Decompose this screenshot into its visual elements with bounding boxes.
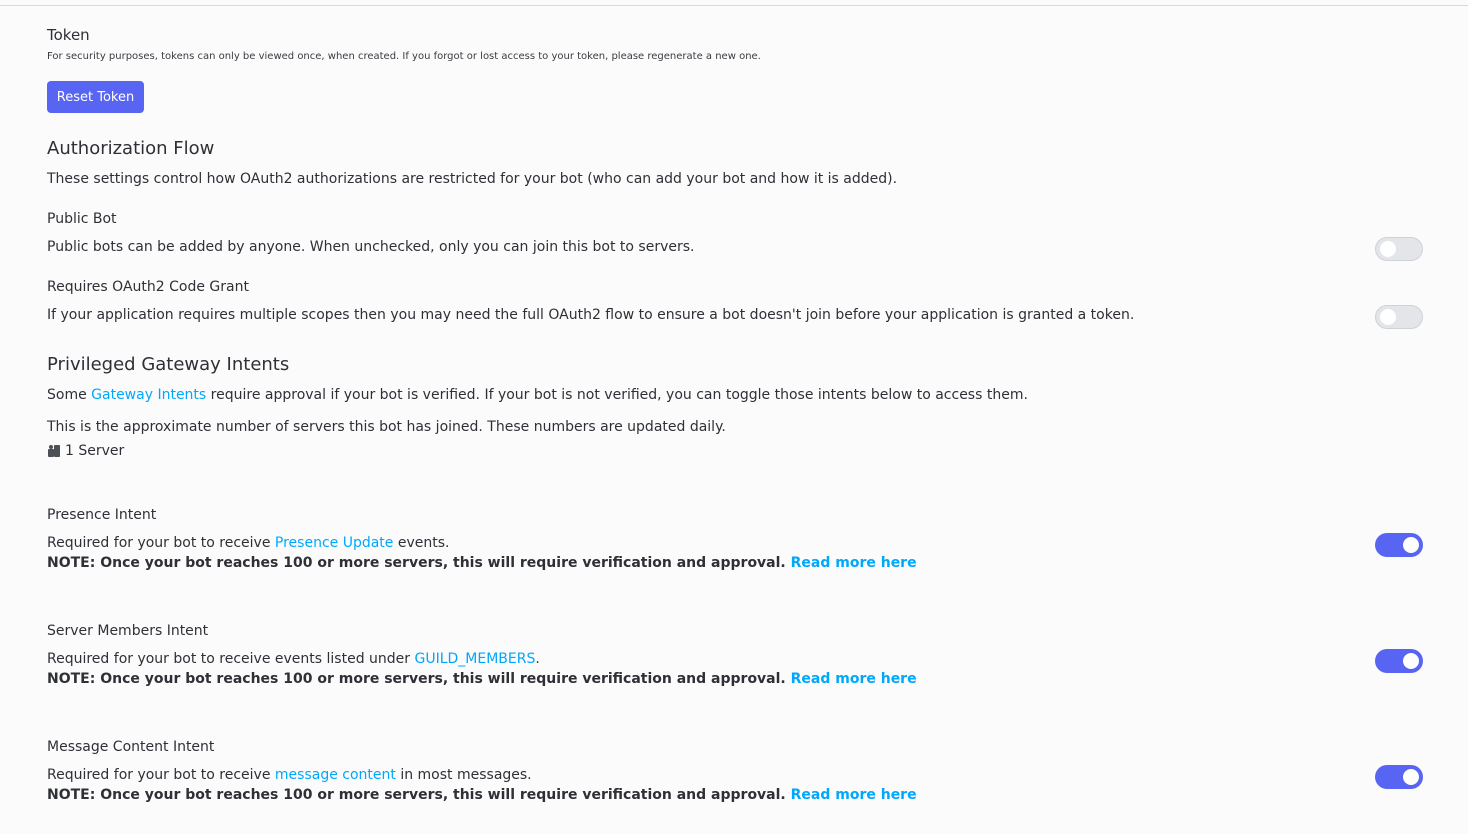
toggle-knob [1380,309,1396,325]
toggle-knob [1403,537,1419,553]
token-description: For security purposes, tokens can only be viewed once, when created. If you forgot or lost access to your token, please regenerate a new one. [47,51,761,62]
message-content-intent-description [47,767,532,783]
members-intent-description [47,651,540,667]
token-title: Token [47,26,90,44]
server-count-text: 1 Server [65,443,125,459]
code-grant-description: If your application requires multiple scopes then you may need the full OAuth2 flow to ensure a bot doesn't join before your application is granted a token. [47,307,1135,323]
auth-flow-title: Authorization Flow [47,138,215,159]
message-content-link[interactable]: message content [274,767,396,783]
read-more-link[interactable]: Read more here [790,787,917,803]
toggle-knob [1380,241,1396,257]
message-content-intent-toggle[interactable] [1375,765,1423,789]
public-bot-label: Public Bot [47,211,117,227]
top-divider [0,5,1468,6]
public-bot-toggle[interactable] [1375,237,1423,261]
presence-intent-note [47,555,917,571]
presence-update-link[interactable]: Presence Update [274,535,394,551]
presence-intent-description [47,535,450,551]
intents-desc-suffix: require approval if your bot is verified. If your bot is not verified, you can toggle those intents below to access them. [206,387,1028,403]
code-grant-toggle[interactable] [1375,305,1423,329]
gateway-intents-link[interactable]: Gateway Intents [91,387,207,403]
servers-note: This is the approximate number of servers this bot has joined. These numbers are updated daily. [47,419,726,435]
intents-title: Privileged Gateway Intents [47,354,290,375]
note-text: NOTE: Once your bot reaches 100 or more servers, this will require verification and approval. [47,671,786,687]
presence-intent-label: Presence Intent [47,507,157,523]
presence-desc-prefix: Required for your bot to receive [47,535,275,551]
toggle-knob [1403,653,1419,669]
message-content-desc-suffix: in most messages. [395,767,532,783]
server-count [47,443,124,459]
presence-intent-toggle[interactable] [1375,533,1423,557]
read-more-link[interactable]: Read more here [790,671,917,687]
members-intent-toggle[interactable] [1375,649,1423,673]
members-intent-label: Server Members Intent [47,623,209,639]
message-content-desc-prefix: Required for your bot to receive [47,767,275,783]
read-more-link[interactable]: Read more here [790,555,917,571]
intents-description [47,387,1028,403]
toggle-knob [1403,769,1419,785]
code-grant-label: Requires OAuth2 Code Grant [47,279,249,295]
guild-members-link[interactable]: GUILD_MEMBERS [414,651,536,667]
intents-desc-prefix: Some [47,387,92,403]
auth-flow-description: These settings control how OAuth2 authorizations are restricted for your bot (who can add your bot and how it is added). [47,171,898,187]
public-bot-description: Public bots can be added by anyone. When unchecked, only you can join this bot to servers. [47,239,695,255]
members-intent-note [47,671,917,687]
presence-desc-suffix: events. [393,535,450,551]
reset-token-button[interactable]: Reset Token [47,81,144,113]
note-text: NOTE: Once your bot reaches 100 or more servers, this will require verification and approval. [47,555,786,571]
members-desc-suffix: . [535,651,540,667]
members-desc-prefix: Required for your bot to receive events listed under [47,651,415,667]
note-text: NOTE: Once your bot reaches 100 or more servers, this will require verification and approval. [47,787,786,803]
server-icon [47,444,61,458]
message-content-intent-label: Message Content Intent [47,739,215,755]
message-content-intent-note [47,787,917,803]
